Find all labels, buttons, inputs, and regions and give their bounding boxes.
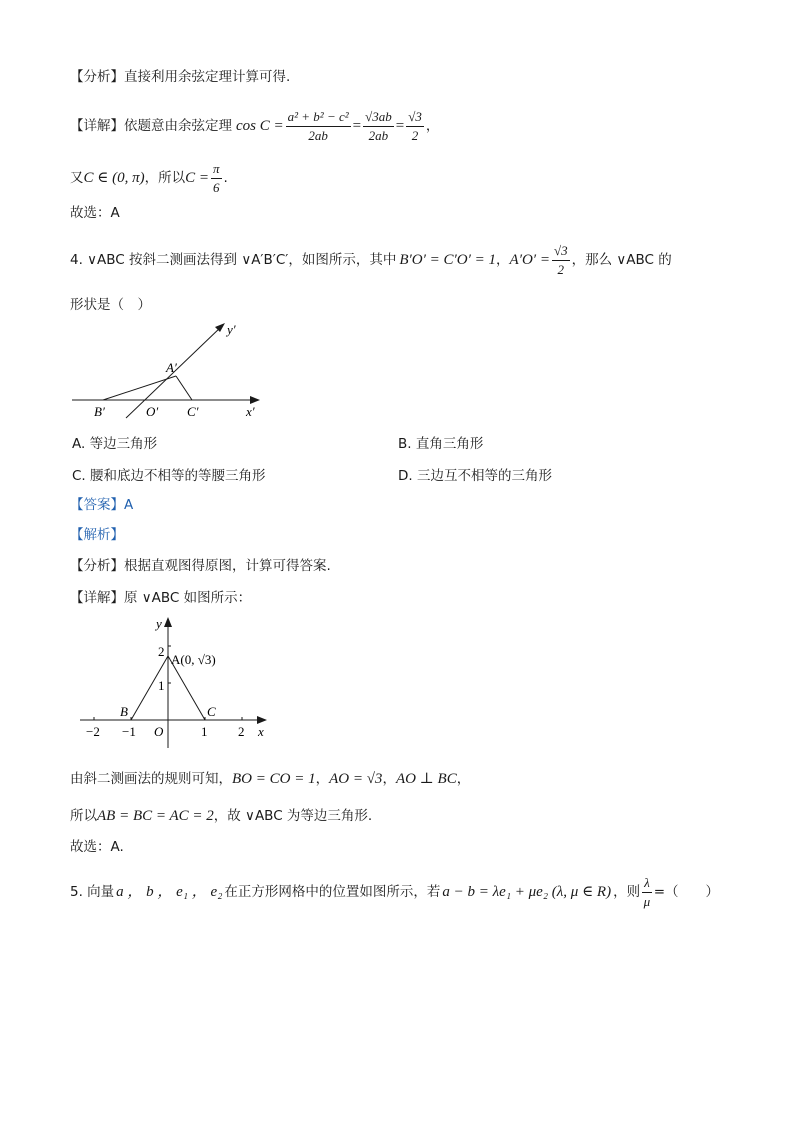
q5-stem-b: 在正方形网格中的位置如图所示，若	[224, 884, 441, 900]
conclusion-text-c: ，故 ∨ABC 为等边三角形.	[213, 808, 373, 824]
q4-stem	[70, 240, 672, 280]
frac-num: √3ab	[363, 108, 394, 127]
y-axis-arrow	[164, 617, 172, 627]
oblique-figure	[70, 318, 270, 420]
option-a: A. 等边三角形	[72, 436, 158, 452]
detail-line: 【详解】 依题意由余弦定理 cos C = $\frac{\text{a² + b² − c²}}{2ab}$ = $\frac{√3ab}{2ab}$ = $\frac{√3}{2}$ ，	[70, 108, 440, 143]
q4-stem-e: ，那么 ∨ABC 的	[571, 252, 672, 268]
frac-num: π	[211, 160, 222, 179]
rule-text-f: AO ⊥ BC	[395, 771, 457, 787]
label-x-m1: −1	[122, 724, 136, 739]
cos-fraction-2	[363, 108, 394, 145]
label-o: O	[154, 724, 164, 739]
label-b-prime: B′	[94, 404, 105, 419]
frac-num: √3	[406, 108, 424, 127]
label-x-2: 2	[238, 724, 245, 739]
frac-den: 2	[557, 261, 565, 277]
option-b: B. 直角三角形	[398, 436, 484, 452]
answer-tag: 【答案】A	[70, 497, 134, 513]
q4-stem-d: A′O′ =	[509, 252, 550, 268]
frac-num: √3	[552, 242, 570, 261]
label-one: 1	[158, 678, 165, 693]
segment-a-b	[103, 376, 176, 400]
final-answer-line: 故选：A.	[70, 839, 124, 855]
detail-label: 【详解】	[70, 118, 124, 134]
range-text-a: 又	[70, 170, 84, 186]
rule-text-d: AO = √3	[329, 771, 383, 787]
label-a-point: A(0, √3)	[171, 652, 216, 667]
label-y: y	[156, 616, 162, 631]
rule-text-b: BO = CO = 1	[232, 771, 316, 787]
conclusion-text-a: 所以	[70, 808, 97, 824]
label-c: C	[207, 704, 216, 719]
q4-analysis: 【分析】根据直观图得原图，计算可得答案.	[70, 558, 331, 574]
label-y-prime: y′	[227, 322, 236, 337]
label-x-1: 1	[201, 724, 208, 739]
q5-stem-d: =（ ）	[653, 884, 720, 900]
option-c: C. 腰和底边不相等的等腰三角形	[72, 468, 266, 484]
conclusion-text-b: AB = BC = AC = 2	[97, 808, 214, 824]
analysis-line	[70, 68, 290, 86]
frac-den: 2ab	[308, 127, 328, 143]
frac-den: 6	[213, 179, 220, 195]
rule-text-c: ，	[315, 771, 330, 787]
range-text-c: ，所以	[144, 170, 186, 186]
rule-text-e: ，	[382, 771, 396, 787]
frac-den: 2ab	[368, 127, 389, 143]
answer-line-1: 故选：A	[70, 205, 120, 221]
rule-text-g: ，	[456, 771, 471, 787]
label-b: B	[120, 704, 128, 719]
cos-fraction-1	[286, 108, 351, 145]
q5-stem-a: 5. 向量	[70, 884, 115, 900]
cos-lhs: cos C =	[236, 118, 284, 134]
q4-stem-c: ，	[496, 252, 510, 268]
q4-stem-line2: 形状是（ ）	[70, 297, 151, 313]
label-c-prime: C′	[187, 404, 199, 419]
solution-tag: 【解析】	[70, 527, 124, 543]
label-a-prime: A′	[166, 360, 177, 375]
c-value: C =	[185, 170, 210, 186]
q4-stem-a: 4. ∨ABC 按斜二测画法得到 ∨A′B′C′，如图所示，其中	[70, 252, 397, 268]
label-o-prime: O′	[146, 404, 159, 419]
label-x-prime: x′	[246, 404, 255, 419]
q5-equation: a − b = λe₁ + μe₂ (λ, μ ∈ R)	[442, 884, 612, 900]
frac-num: a² + b² − c²	[286, 108, 351, 127]
q4-stem-fraction	[552, 242, 570, 279]
label-two: 2	[158, 644, 165, 659]
pi-six-fraction	[211, 160, 222, 197]
label-x-m2: −2	[86, 724, 100, 739]
conclusion-line	[70, 807, 372, 825]
range-line: 又 C ∈ (0, π) ，所以 C = $\frac{\pi}{6}$ .	[70, 160, 228, 195]
original-figure	[76, 614, 276, 754]
detail-text: 依题意由余弦定理	[124, 118, 232, 134]
q5-vectors: a ， b ， e₁ ， e₂	[116, 884, 223, 900]
x-axis-arrow	[257, 716, 267, 724]
option-d: D. 三边互不相等的三角形	[398, 468, 552, 484]
q4-detail: 【详解】原 ∨ABC 如图所示：	[70, 590, 252, 606]
analysis-text: 直接利用余弦定理计算可得.	[124, 69, 291, 85]
rule-line	[70, 770, 470, 788]
cos-fraction-3	[406, 108, 424, 145]
rule-text-a: 由斜二测画法的规则可知，	[70, 771, 232, 787]
frac-num: λ	[642, 874, 652, 893]
frac-den: μ	[643, 893, 651, 909]
analysis-label: 【分析】	[70, 69, 124, 85]
q5-fraction	[642, 874, 652, 911]
q4-stem-b: B′O′ = C′O′ = 1	[399, 252, 497, 268]
x-prime-arrow	[250, 396, 260, 404]
segment-a-c	[176, 376, 192, 400]
frac-den: 2	[411, 127, 419, 143]
range-expr: C ∈ (0, π)	[83, 170, 145, 186]
label-x: x	[258, 724, 264, 739]
q5-stem	[70, 870, 719, 914]
q5-stem-c: ，则	[613, 884, 641, 900]
